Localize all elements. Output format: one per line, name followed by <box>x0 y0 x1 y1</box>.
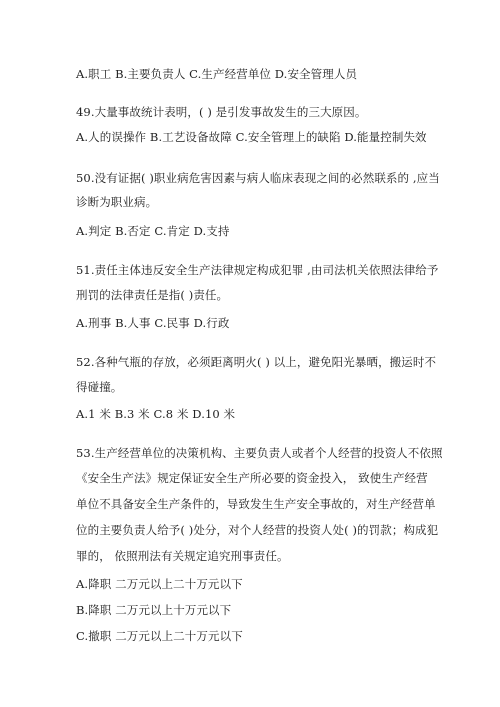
q53-option-c: C.撤职 二万元以上二十万元以下 <box>76 629 243 643</box>
q52-options: A.1 米 B.3 米 C.8 米 D.10 米 <box>76 407 236 421</box>
q53-question-line5: 罪的， 依照刑法有关规定追究刑事责任。 <box>76 549 289 563</box>
q52-question-line1: 52.各种气瓶的存放，必须距离明火( ) 以上，避免阳光暴晒，搬运时不 <box>76 355 437 369</box>
q53-option-b: B.降职 二万元以上十万元以下 <box>76 603 232 617</box>
q49-options: A.人的误操作 B.工艺设备故障 C.安全管理上的缺陷 D.能量控制失效 <box>76 130 427 144</box>
q53-option-a: A.降职 二万元以上二十万元以下 <box>76 577 243 591</box>
q52-question-line2: 得碰撞。 <box>76 380 123 394</box>
q51-question-line1: 51.责任主体违反安全生产法律规定构成犯罪 ,由司法机关依照法律给予 <box>76 263 439 277</box>
q53-question-line4: 位的主要负责人给予( )处分，对个人经营的投资人处( )的罚款；构成犯 <box>76 523 439 537</box>
q50-question-line2: 诊断为职业病。 <box>76 195 158 209</box>
q51-options: A.刑事 B.人事 C.民事 D.行政 <box>76 316 230 330</box>
q53-question-line3: 单位不具备安全生产条件的，导致发生生产安全事故的，对生产经营单 <box>76 497 436 511</box>
q50-question-line1: 50.没有证据( )职业病危害因素与病人临床表现之间的必然联系的 ,应当 <box>76 171 440 185</box>
q53-question-line1: 53.生产经营单位的决策机构、主要负责人或者个人经营的投资人不依照 <box>76 446 443 460</box>
q51-question-line2: 刑罚的法律责任是指( )责任。 <box>76 288 229 302</box>
q48-options: A.职工 B.主要负责人 C.生产经营单位 D.安全管理人员 <box>76 67 358 81</box>
q53-question-line2: 《安全生产法》规定保证安全生产所必要的资金投入， 致使生产经营 <box>76 471 428 485</box>
q50-options: A.判定 B.否定 C.肯定 D.支持 <box>76 224 230 238</box>
q49-question: 49.大量事故统计表明，( ) 是引发事故发生的三大原因。 <box>76 105 367 119</box>
